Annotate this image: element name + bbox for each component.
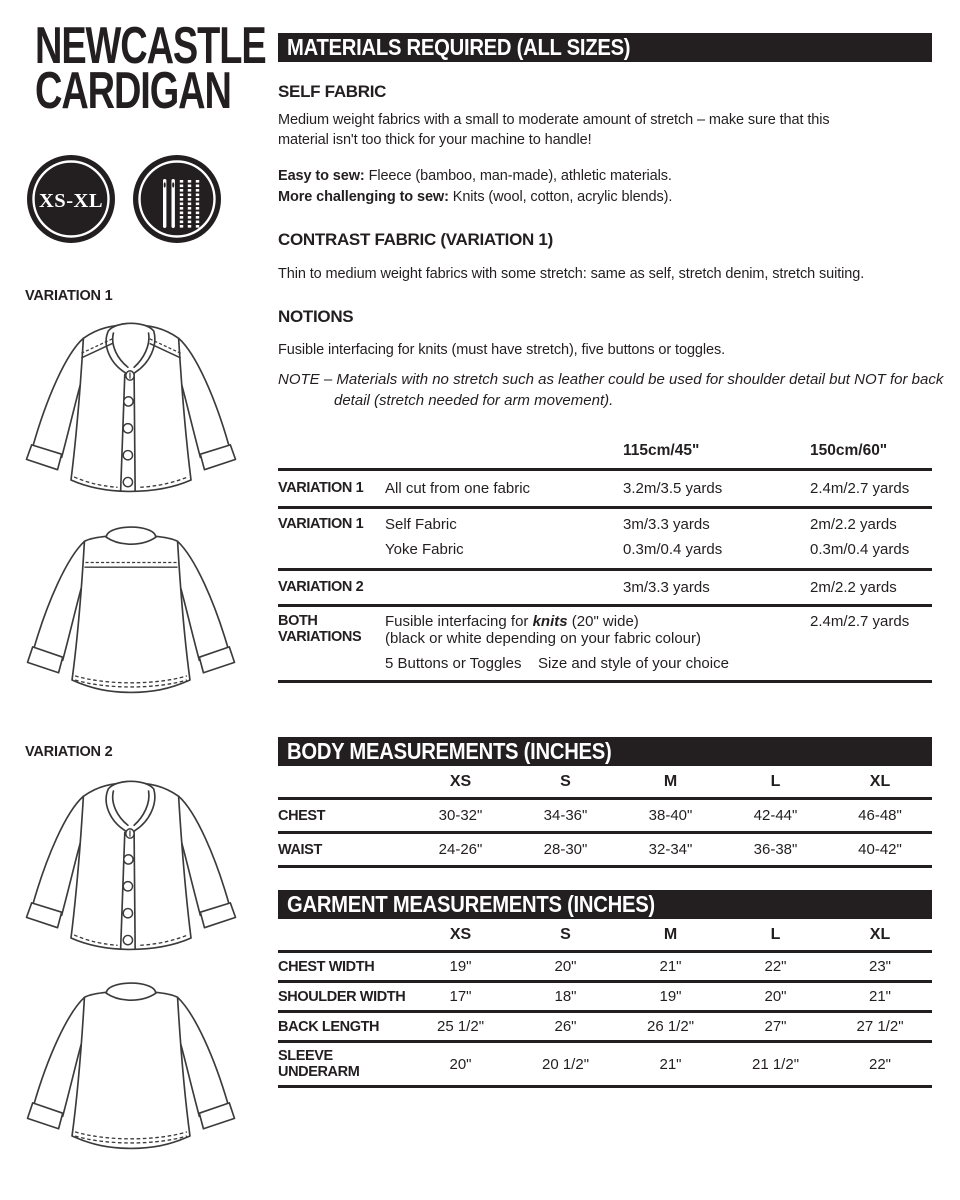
challenging-to-sew-line — [278, 187, 918, 208]
row-description — [385, 570, 623, 606]
variation-2-front-illustration — [12, 758, 250, 965]
size-range-badge — [26, 154, 116, 244]
variation-1-front-illustration — [12, 300, 250, 507]
size-header-m: M — [618, 921, 723, 952]
interfacing-knits: knits — [532, 613, 568, 630]
garment-measurements-header-text: GARMENT MEASUREMENTS (INCHES) — [287, 891, 655, 917]
materials-header-text: MATERIALS REQUIRED (ALL SIZES) — [287, 34, 631, 60]
contrast-fabric-description: Thin to medium weight fabrics with some stretch: same as self, stretch denim, stretch suiting. — [278, 266, 865, 282]
measurement-value: 32-34" — [618, 833, 723, 867]
row-label: BACK LENGTH — [278, 1012, 408, 1042]
table-row — [278, 470, 932, 508]
size-header-l: L — [723, 768, 828, 799]
measurement-value: 20 1/2" — [513, 1042, 618, 1087]
measurement-value: 27 1/2" — [828, 1012, 932, 1042]
garment-measurements-section-header — [278, 890, 932, 919]
measurement-value: 17" — [408, 982, 513, 1012]
yardage-115: 0.3m/0.4 yards — [623, 537, 810, 570]
measurement-value: 25 1/2" — [408, 1012, 513, 1042]
self-fabric-heading: SELF FABRIC — [278, 82, 387, 101]
row-label: SLEEVE UNDERARM — [278, 1042, 408, 1087]
needles-badge — [132, 154, 222, 244]
contrast-fabric-heading: CONTRAST FABRIC (VARIATION 1) — [278, 230, 553, 249]
row-label: CHEST — [278, 799, 408, 833]
size-header-xl: XL — [828, 768, 932, 799]
garment-measurements-table — [278, 921, 932, 1088]
body-measurements-section-header — [278, 737, 932, 766]
row-label: VARIATION 1 — [278, 470, 385, 508]
yardage-150: 2m/2.2 yards — [810, 516, 897, 533]
materials-section-header — [278, 33, 932, 62]
table-row — [278, 833, 932, 867]
table-row — [278, 982, 932, 1012]
row-label: CHEST WIDTH — [278, 952, 408, 982]
size-badge-icon — [26, 154, 116, 244]
variation-2-label: VARIATION 2 — [25, 744, 113, 760]
measurement-value: 42-44" — [723, 799, 828, 833]
variation-1-label: VARIATION 1 — [25, 288, 113, 304]
blank-header — [385, 436, 623, 470]
measurement-value: 26" — [513, 1012, 618, 1042]
yardage-150: 2m/2.2 yards — [810, 570, 932, 606]
table-row — [278, 508, 932, 538]
badges — [26, 154, 222, 244]
measurement-value: 22" — [723, 952, 828, 982]
size-header-row — [278, 921, 932, 952]
fabric-table-header-row — [278, 436, 932, 470]
row-label: VARIATION 1 — [278, 516, 364, 532]
measurement-value: 20" — [723, 982, 828, 1012]
interfacing-pre: Fusible interfacing for — [385, 613, 533, 630]
measurement-value: 21" — [828, 982, 932, 1012]
table-row — [278, 537, 932, 570]
measurement-value: 24-26" — [408, 833, 513, 867]
measurement-value: 38-40" — [618, 799, 723, 833]
variation-2-back-illustration — [12, 958, 250, 1165]
size-header-xs: XS — [408, 921, 513, 952]
row-description: Yoke Fabric — [385, 537, 623, 570]
yardage-115: 3m/3.3 yards — [623, 570, 810, 606]
notions-heading: NOTIONS — [278, 307, 354, 326]
size-header-s: S — [513, 768, 618, 799]
body-measurements-table — [278, 768, 932, 868]
measurement-value: 28-30" — [513, 833, 618, 867]
blank-header — [278, 436, 385, 470]
row-label — [278, 537, 385, 570]
easy-to-sew-text: Fleece (bamboo, man-made), athletic materials. — [364, 168, 672, 184]
measurement-value: 40-42" — [828, 833, 932, 867]
row-label: WAIST — [278, 833, 408, 867]
size-header-s: S — [513, 921, 618, 952]
size-header-xs: XS — [408, 768, 513, 799]
yardage-150: 2.4m/2.7 yards — [810, 470, 932, 508]
table-row — [278, 1012, 932, 1042]
row-label: VARIATION 2 — [278, 570, 385, 606]
width-115-header: 115cm/45" — [623, 436, 810, 470]
table-row — [278, 799, 932, 833]
measurement-value: 18" — [513, 982, 618, 1012]
table-row — [278, 570, 932, 606]
yardage-150: 0.3m/0.4 yards — [810, 537, 932, 570]
needles-icon — [132, 154, 222, 244]
size-badge-label: XS-XL — [38, 190, 104, 212]
measurement-value: 36-38" — [723, 833, 828, 867]
interfacing-note: (black or white depending on your fabric colour) — [385, 630, 702, 647]
fabric-requirements-table — [278, 436, 932, 683]
self-fabric-description: Medium weight fabrics with a small to moderate amount of stretch – make sure that this material isn't too thick for your machine to handle! — [278, 112, 830, 148]
variation-1-back-illustration — [12, 502, 250, 709]
size-header-xl: XL — [828, 921, 932, 952]
sew-difficulty-lines — [278, 166, 918, 208]
measurement-value: 30-32" — [408, 799, 513, 833]
buttons-note: Size and style of your choice — [538, 655, 729, 672]
measurement-value: 34-36" — [513, 799, 618, 833]
materials-note — [278, 370, 960, 411]
measurement-value: 20" — [408, 1042, 513, 1087]
measurement-value: 46-48" — [828, 799, 932, 833]
width-150-header: 150cm/60" — [810, 436, 932, 470]
body-measurements-header-text: BODY MEASUREMENTS (INCHES) — [287, 738, 612, 764]
page-title — [35, 17, 266, 120]
measurement-value: 20" — [513, 952, 618, 982]
buttons-line — [385, 655, 810, 672]
buttons-item: 5 Buttons or Toggles — [385, 655, 522, 672]
both-variations-row — [278, 606, 932, 682]
interfacing-line — [385, 613, 810, 630]
row-description: All cut from one fabric — [385, 470, 623, 508]
measurement-value: 27" — [723, 1012, 828, 1042]
measurement-value: 19" — [408, 952, 513, 982]
size-header-l: L — [723, 921, 828, 952]
measurement-value: 19" — [618, 982, 723, 1012]
measurement-value: 23" — [828, 952, 932, 982]
table-row — [278, 952, 932, 982]
notions-description: Fusible interfacing for knits (must have stretch), five buttons or toggles. — [278, 342, 726, 358]
blank-header — [278, 768, 408, 799]
yardage-115: 3.2m/3.5 yards — [623, 470, 810, 508]
yardage-150: 2.4m/2.7 yards — [810, 606, 932, 682]
challenging-to-sew-label: More challenging to sew: — [278, 189, 449, 205]
blank-header — [278, 921, 408, 952]
size-header-m: M — [618, 768, 723, 799]
measurement-value: 21 1/2" — [723, 1042, 828, 1087]
easy-to-sew-label: Easy to sew: — [278, 168, 365, 184]
row-label: BOTH VARIATIONS — [278, 606, 385, 682]
note-label: NOTE – — [278, 371, 337, 388]
yardage-115: 3m/3.3 yards — [623, 516, 710, 533]
title-line-1: NEWCASTLE — [35, 17, 266, 75]
measurement-value: 26 1/2" — [618, 1012, 723, 1042]
easy-to-sew-line — [278, 166, 918, 187]
size-header-row — [278, 768, 932, 799]
measurement-value: 22" — [828, 1042, 932, 1087]
both-variations-details — [385, 606, 810, 682]
table-row — [278, 1042, 932, 1087]
title-line-2: CARDIGAN — [35, 62, 231, 120]
challenging-to-sew-text: Knits (wool, cotton, acrylic blends). — [448, 189, 673, 205]
measurement-value: 21" — [618, 952, 723, 982]
row-label: SHOULDER WIDTH — [278, 982, 408, 1012]
interfacing-post: (20" wide) — [567, 613, 639, 630]
row-description: Self Fabric — [385, 516, 457, 533]
note-text: Materials with no stretch such as leather could be used for shoulder detail but NOT for back detail (stretch needed for arm movement). — [334, 371, 944, 409]
measurement-value: 21" — [618, 1042, 723, 1087]
